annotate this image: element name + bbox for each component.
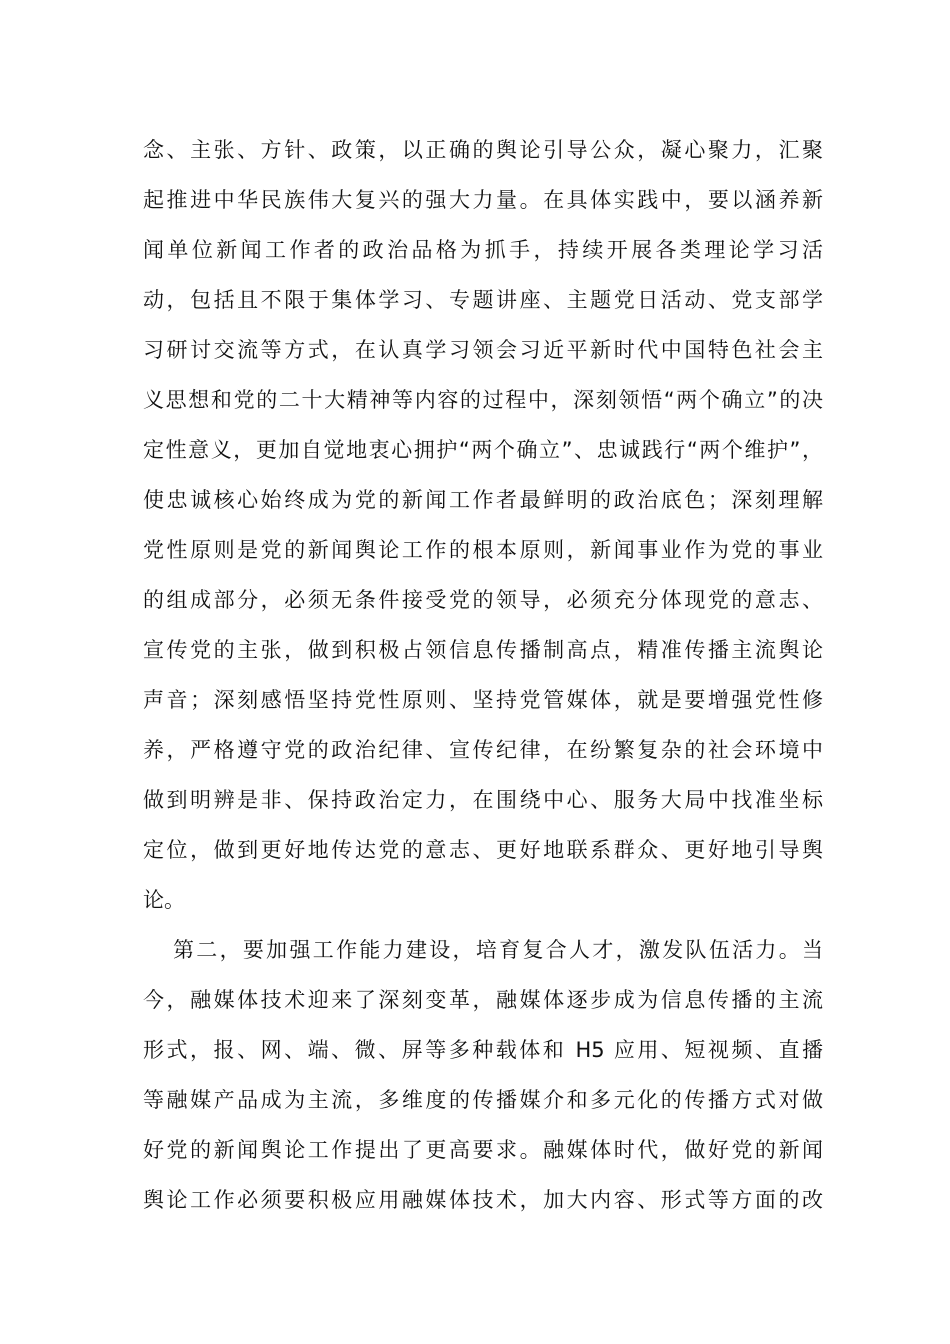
text-line: 做到明辨是非、保持政治定力，在围绕中心、服务大局中找准坐标: [143, 788, 823, 812]
text-line: 定性意义，更加自觉地衷心拥护“两个确立”、忠诚践行“两个维护”，: [143, 438, 823, 462]
text-line: 形式，报、网、端、微、屏等多种载体和 H5 应用、短视频、直播: [143, 1038, 823, 1062]
text-line: 党性原则是党的新闻舆论工作的根本原则，新闻事业作为党的事业: [143, 538, 823, 562]
text-line: 舆论工作必须要积极应用融媒体技术，加大内容、形式等方面的改: [143, 1188, 823, 1212]
text-line: 声音；深刻感悟坚持党性原则、坚持党管媒体，就是要增强党性修: [143, 688, 823, 712]
text-line: 第二，要加强工作能力建设，培育复合人才，激发队伍活力。当: [173, 938, 823, 962]
text-line: 的组成部分，必须无条件接受党的领导，必须充分体现党的意志、: [143, 588, 823, 612]
text-line: 论。: [143, 888, 185, 912]
text-line: 起推进中华民族伟大复兴的强大力量。在具体实践中，要以涵养新: [143, 188, 823, 212]
text-line: 好党的新闻舆论工作提出了更高要求。融媒体时代，做好党的新闻: [143, 1138, 823, 1162]
text-line: 动，包括且不限于集体学习、专题讲座、主题党日活动、党支部学: [143, 288, 823, 312]
text-line: 今，融媒体技术迎来了深刻变革，融媒体逐步成为信息传播的主流: [143, 988, 823, 1012]
text-line: 等融媒产品成为主流，多维度的传播媒介和多元化的传播方式对做: [143, 1088, 823, 1112]
text-line: 定位，做到更好地传达党的意志、更好地联系群众、更好地引导舆: [143, 838, 823, 862]
text-line: 念、主张、方针、政策，以正确的舆论引导公众，凝心聚力，汇聚: [143, 138, 823, 162]
text-line: 使忠诚核心始终成为党的新闻工作者最鲜明的政治底色；深刻理解: [143, 488, 823, 512]
text-line: 宣传党的主张，做到积极占领信息传播制高点，精准传播主流舆论: [143, 638, 823, 662]
text-line: 闻单位新闻工作者的政治品格为抓手，持续开展各类理论学习活: [143, 238, 823, 262]
text-line: 养，严格遵守党的政治纪律、宣传纪律，在纷繁复杂的社会环境中: [143, 738, 823, 762]
text-line: 习研讨交流等方式，在认真学习领会习近平新时代中国特色社会主: [143, 338, 823, 362]
text-line: 义思想和党的二十大精神等内容的过程中，深刻领悟“两个确立”的决: [143, 388, 823, 412]
